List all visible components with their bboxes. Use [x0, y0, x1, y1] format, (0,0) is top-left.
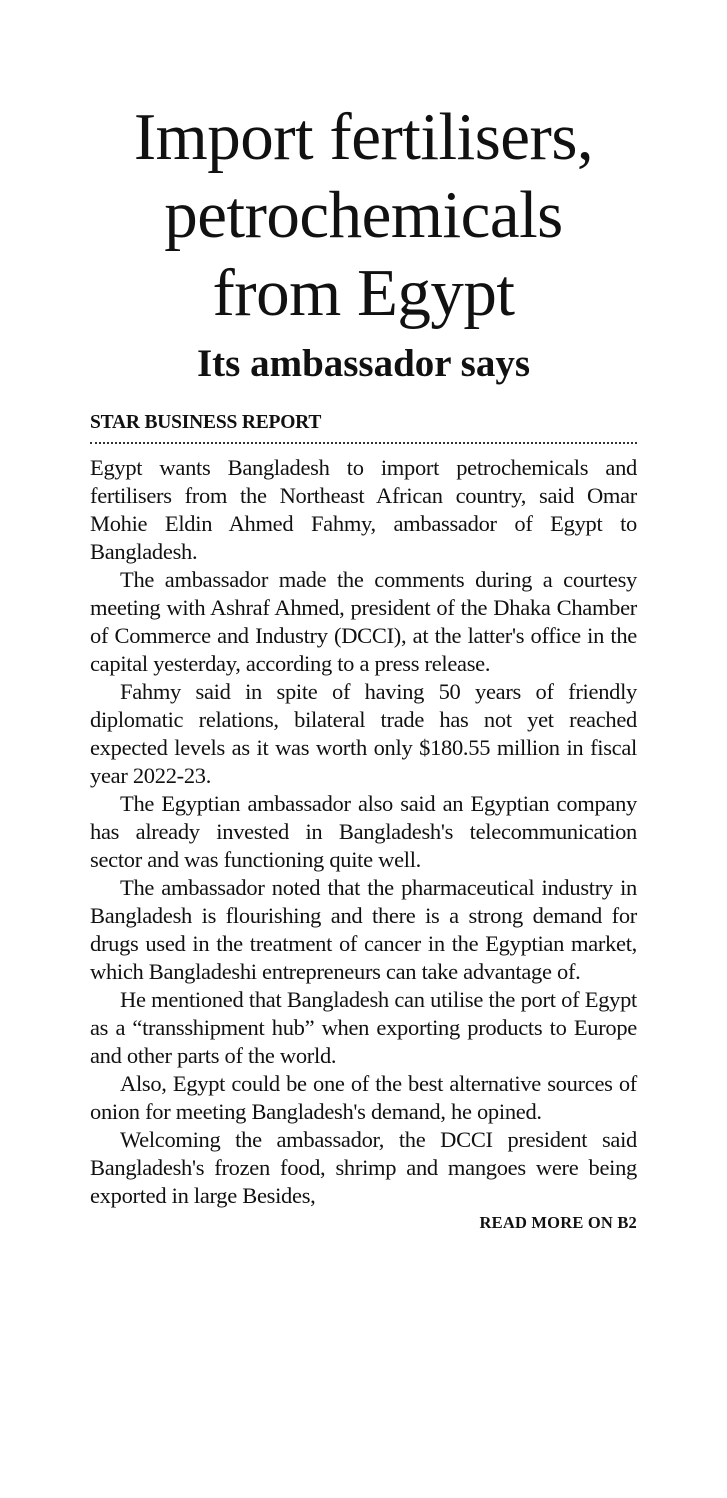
paragraph-2: The ambassador made the comments during a courtesy meeting with Ashraf Ahmed, president of the Dhaka Chamber of Commerce and Industry (DCCI), at the latter's office in the capital yesterday, according to a press release.	[90, 567, 637, 676]
headline-line-1: Import fertilisers,	[133, 100, 594, 174]
byline-divider	[90, 442, 637, 444]
article-body	[90, 454, 637, 1210]
paragraph-8: Welcoming the ambassador, the DCCI president said Bangladesh's frozen food, shrimp and mangoes were being exported in large Besides,	[90, 1127, 637, 1208]
subheadline: Its ambassador says	[196, 342, 531, 385]
byline: STAR BUSINESS REPORT	[90, 412, 322, 433]
headline-line-3: from Egypt	[212, 256, 515, 330]
headline-line-2: petrochemicals	[164, 178, 563, 252]
paragraph-7: Also, Egypt could be one of the best alternative sources of onion for meeting Bangladesh's demand, he opined.	[90, 1071, 637, 1124]
headline	[90, 98, 637, 332]
paragraph-5: The ambassador noted that the pharmaceutical industry in Bangladesh is flourishing and there is a strong demand for drugs used in the treatment of cancer in the Egyptian market, which Bangladeshi entrepreneurs can take advantage of.	[90, 875, 637, 984]
paragraph-1: Egypt wants Bangladesh to import petrochemicals and fertilisers from the Northeast African country, said Omar Mohie Eldin Ahmed Fahmy, ambassador of Egypt to Bangladesh.	[90, 455, 637, 564]
paragraph-6: He mentioned that Bangladesh can utilise the port of Egypt as a “transshipment hub” when exporting products to Europe and other parts of the world.	[90, 987, 637, 1068]
article	[90, 98, 637, 1234]
read-more-link[interactable]: READ MORE ON B2	[479, 1213, 637, 1232]
paragraph-4: The Egyptian ambassador also said an Egyptian company has already invested in Bangladesh's telecommunication sector and was functioning quite well.	[90, 791, 637, 872]
paragraph-3: Fahmy said in spite of having 50 years of friendly diplomatic relations, bilateral trade has not yet reached expected levels as it was worth only $180.55 million in fiscal year 2022-23.	[90, 679, 637, 788]
